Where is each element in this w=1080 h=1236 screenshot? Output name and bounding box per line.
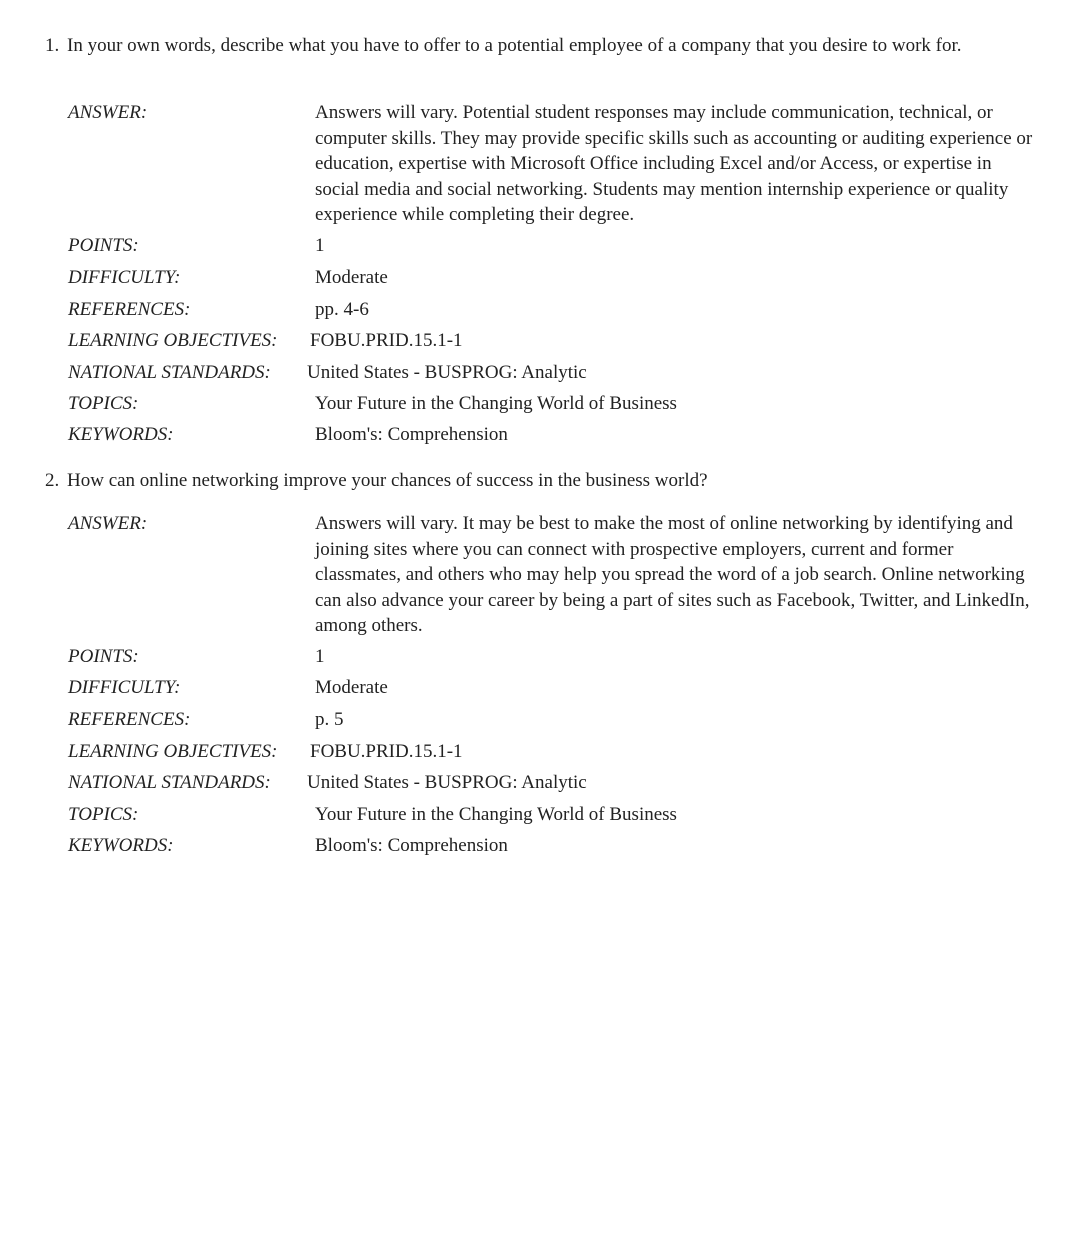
topics-value: Your Future in the Changing World of Business [315,804,677,825]
objectives-value: FOBU.PRID.15.1-1 [310,330,463,351]
question-text: In your own words, describe what you have to offer to a potential employee of a company that you desire to work for. [67,35,962,56]
difficulty-value: Moderate [315,267,388,288]
difficulty-label: DIFFICULTY: [68,677,181,698]
points-label: POINTS: [68,646,139,667]
keywords-label: KEYWORDS: [68,424,174,445]
question-text: How can online networking improve your chances of success in the business world? [67,470,708,491]
answer-label: ANSWER: [68,513,148,534]
references-value: p. 5 [315,709,344,730]
question-number: 2. [45,470,60,491]
answer-text: Answers will vary. Potential student responses may include communication, technical, or computer skills. They may provide specific skills such as accounting or auditing experience or education, expertise with Microsoft Office including Excel and/or Access, or expertise in social media and social networking. Students may mention internship experience or quality experience while completing their degree. [315,102,1033,225]
keywords-label: KEYWORDS: [68,835,174,856]
points-value: 1 [315,235,325,256]
points-label: POINTS: [68,235,139,256]
standards-label: NATIONAL STANDARDS: [68,362,271,383]
points-value: 1 [315,646,325,667]
keywords-value: Bloom's: Comprehension [315,424,508,445]
standards-value: United States - BUSPROG: Analytic [307,362,587,383]
difficulty-label: DIFFICULTY: [68,267,181,288]
answer-text: Answers will vary. It may be best to make the most of online networking by identifying and joining sites where you can connect with prospective employers, current and former classmates, and others who may help you spread the word of a job search. Online networking can also advance your career by being a part of sites such as Facebook, Twitter, and LinkedIn, among others. [315,513,1030,636]
keywords-value: Bloom's: Comprehension [315,835,508,856]
standards-value: United States - BUSPROG: Analytic [307,772,587,793]
topics-value: Your Future in the Changing World of Business [315,393,677,414]
answer-label: ANSWER: [68,102,148,123]
question-number: 1. [45,35,60,56]
standards-label: NATIONAL STANDARDS: [68,772,271,793]
difficulty-value: Moderate [315,677,388,698]
references-label: REFERENCES: [68,299,191,320]
topics-label: TOPICS: [68,804,139,825]
objectives-label: LEARNING OBJECTIVES: [68,741,278,762]
references-label: REFERENCES: [68,709,191,730]
objectives-value: FOBU.PRID.15.1-1 [310,741,463,762]
objectives-label: LEARNING OBJECTIVES: [68,330,278,351]
references-value: pp. 4-6 [315,299,369,320]
topics-label: TOPICS: [68,393,139,414]
